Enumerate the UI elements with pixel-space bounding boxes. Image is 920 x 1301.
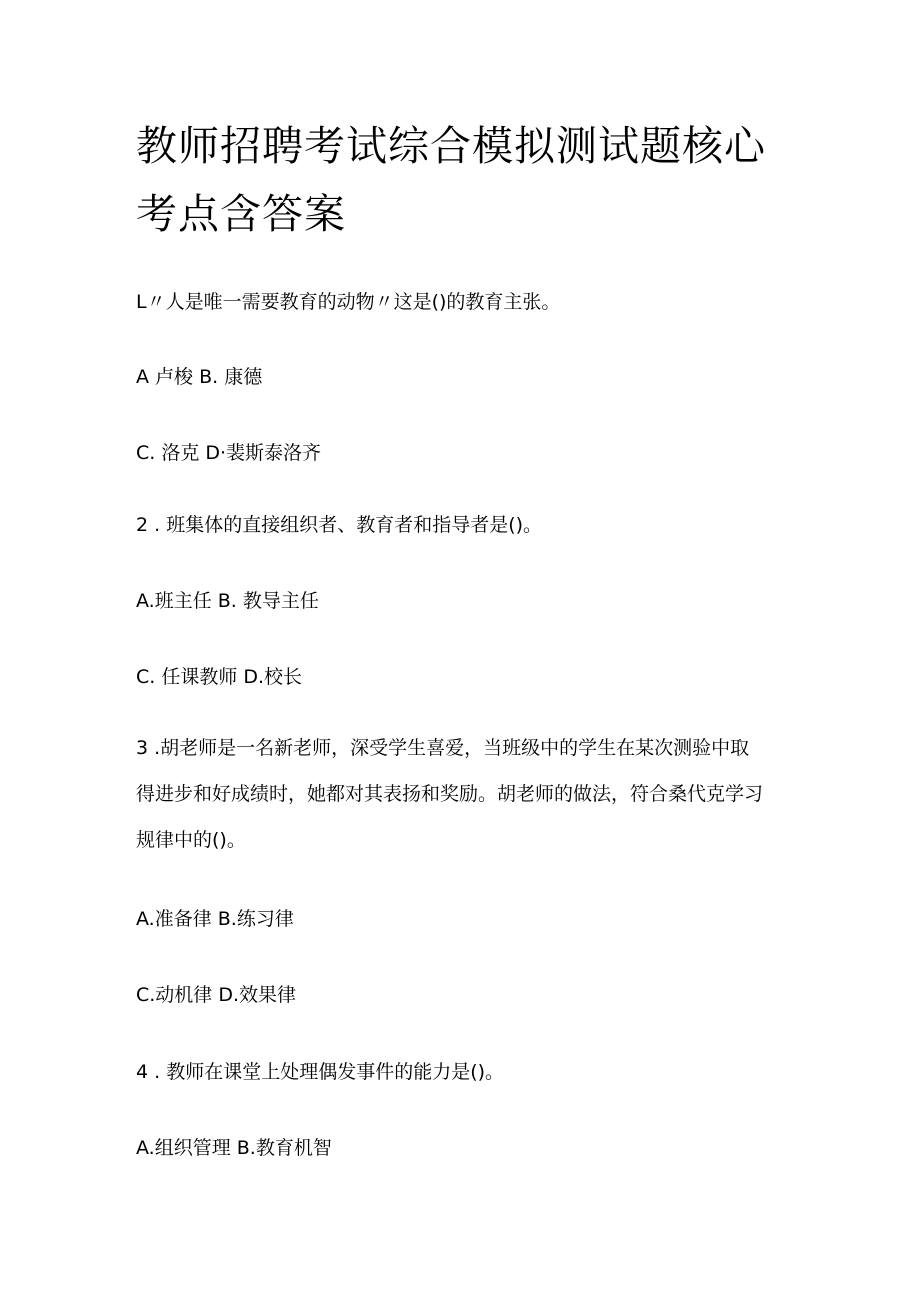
question-1-stem: L〃人是唯一需要教育的动物〃这是()的教育主张。 bbox=[136, 291, 561, 313]
document-title bbox=[136, 112, 816, 248]
question-2-stem: 2 . 班集体的直接组织者、教育者和指导者是()。 bbox=[136, 514, 543, 536]
question-1-options-cd: C. 洛克 D·裴斯泰洛齐 bbox=[136, 442, 322, 464]
question-3-options-cd: C.动机律 D.效果律 bbox=[136, 984, 297, 1006]
question-3-stem bbox=[136, 725, 806, 863]
question-2-options-ab: A.班主任 B. 教导主任 bbox=[136, 590, 319, 612]
question-3-stem-line-3: 规律中的()。 bbox=[136, 829, 246, 851]
question-3-stem-line-2: 得进步和好成绩时，她都对其表扬和奖励。胡老师的做法，符合桑代克学习 bbox=[136, 783, 764, 805]
question-3-options-ab: A.准备律 B.练习律 bbox=[136, 908, 294, 930]
question-1-options-ab: A 卢梭 B. 康德 bbox=[136, 366, 263, 388]
question-2-options-cd: C. 任课教师 D.校长 bbox=[136, 666, 303, 688]
title-line-2: 考点含答案 bbox=[136, 190, 346, 238]
question-4-stem: 4 . 教师在课堂上处理偶发事件的能力是()。 bbox=[136, 1061, 505, 1083]
title-line-1: 教师招聘考试综合模拟测试题核心 bbox=[136, 122, 766, 170]
question-3-stem-line-1: 3 .胡老师是一名新老师，深受学生喜爱，当班级中的学生在某次测验中取 bbox=[136, 737, 750, 759]
question-4-options-ab: A.组织管理 B.教育机智 bbox=[136, 1137, 332, 1159]
